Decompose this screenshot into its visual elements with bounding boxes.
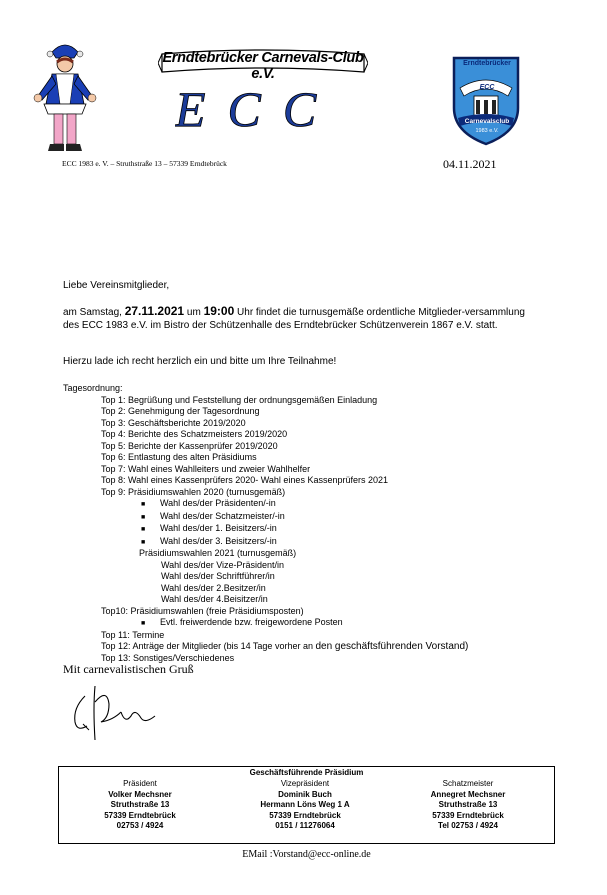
agenda-item bbox=[63, 641, 468, 653]
invitation-paragraph bbox=[63, 305, 543, 332]
agenda-item-text-emphasis: den geschäftsführenden Vorstand) bbox=[315, 641, 469, 652]
ecc-logo-letters bbox=[175, 82, 360, 137]
agenda-item: Top 4: Berichte des Schatzmeisters 2019/2020 bbox=[101, 429, 288, 439]
agenda-item: Top 2: Genehmigung der Tagesordnung bbox=[101, 406, 260, 416]
bullet-icon: ■ bbox=[141, 501, 146, 508]
bullet-icon: ■ bbox=[141, 538, 146, 546]
banner-title: Erndtebrücker Carnevals-Club e.V. bbox=[162, 50, 364, 82]
bullet-icon: ■ bbox=[141, 526, 146, 533]
agenda-item: Top 3: Geschäftsberichte 2019/2020 bbox=[101, 417, 246, 428]
agenda-subitem bbox=[63, 617, 468, 630]
badge-middle-text: ECC bbox=[479, 84, 495, 91]
agenda bbox=[63, 383, 468, 664]
footer-vice-president bbox=[255, 779, 355, 832]
badge-top-text: Erndtebrücker bbox=[463, 60, 511, 67]
footer-president bbox=[90, 779, 190, 832]
agenda-heading: Tagesordnung: bbox=[63, 383, 123, 393]
agenda-subitem bbox=[63, 511, 468, 524]
agenda-subitem-text: Wahl des/der 3. Beisitzers/-in bbox=[160, 535, 277, 546]
meeting-date: 27.11.2021 bbox=[124, 304, 185, 318]
agenda-item-text: Top 12: Anträge der Mitglieder (bis 14 Tage vorher an bbox=[101, 641, 316, 651]
city: 57339 Erndtebrück bbox=[269, 810, 341, 820]
letter-date: 04.11.2021 bbox=[443, 157, 497, 171]
agenda-item: Top 5: Berichte der Kassenprüfer 2019/2020 bbox=[101, 440, 278, 451]
agenda-subitem bbox=[63, 523, 468, 536]
person-name: Dominik Buch bbox=[278, 789, 332, 799]
agenda-subitem-text: Wahl des/der Schatzmeister/-in bbox=[160, 510, 285, 521]
person-name: Volker Mechsner bbox=[108, 789, 172, 799]
person-name: Annegret Mechsner bbox=[430, 789, 506, 799]
footer-title: Geschäftsführende Präsidium bbox=[249, 768, 364, 777]
agenda-item: Top 11: Termine bbox=[101, 629, 165, 640]
agenda-subitem bbox=[63, 498, 468, 511]
agenda-item: Top10: Präsidiumswahlen (freie Präsidiumsposten) bbox=[101, 605, 304, 616]
closing-greeting: Mit carnevalistischen Gruß bbox=[63, 662, 194, 676]
city: 57339 Erndtebrück bbox=[432, 810, 504, 820]
role: Vizepräsident bbox=[280, 779, 330, 788]
phone: Tel 02753 / 4924 bbox=[438, 821, 498, 830]
phone: 02753 / 4924 bbox=[116, 821, 164, 830]
agenda-subitem: Wahl des/der Schriftführer/in bbox=[161, 571, 275, 581]
agenda-subitem bbox=[63, 536, 468, 549]
sender-address: ECC 1983 e. V. – Struthstraße 13 – 57339 Erndtebrück bbox=[62, 159, 227, 168]
para1-a: am Samstag, bbox=[63, 307, 125, 318]
agenda-subitem-text: Wahl des/der 1. Beisitzers/-in bbox=[160, 523, 277, 533]
street: Hermann Löns Weg 1 A bbox=[260, 800, 350, 809]
agenda-item: Top 8: Wahl eines Kassenprüfers 2020- Wahl eines Kassenprüfers 2021 bbox=[101, 475, 388, 485]
handwritten-signature bbox=[65, 678, 165, 748]
jester-mascot-image bbox=[30, 38, 100, 156]
badge-year-text: 1983 e.V. bbox=[475, 128, 499, 134]
invite-sentence: Hierzu lade ich recht herzlich ein und bitte um Ihre Teilnahme! bbox=[63, 356, 337, 367]
meeting-time: 19:00 bbox=[203, 304, 235, 318]
agenda-subitem: Wahl des/der Vize-Präsident/in bbox=[161, 559, 285, 570]
city: 57339 Erndtebrück bbox=[104, 810, 176, 820]
greeting: Liebe Vereinsmitglieder, bbox=[63, 280, 170, 291]
agenda-item: Top 9: Präsidiumswahlen 2020 (turnusgemäß) bbox=[101, 486, 286, 497]
agenda-item: Top 7: Wahl eines Wahlleiters und zweier Wahlhelfer bbox=[101, 463, 311, 474]
phone: 0151 / 11276064 bbox=[275, 821, 335, 830]
para1-c: Uhr findet die turnusgemäße ordentliche Mitglieder-versammlung des ECC 1983 e.V. im Bistro der Schützenhalle des Erndtebrücker Schützenverein 1867 e.V. statt. bbox=[63, 307, 525, 331]
role: Schatzmeister bbox=[442, 779, 494, 788]
agenda-subitem-text: Evtl. freiwerdende bzw. freigewordene Posten bbox=[160, 617, 343, 627]
street: Struthstraße 13 bbox=[110, 800, 170, 809]
ecc-letters-text: ECC bbox=[175, 82, 339, 137]
contact-email: EMail :Vorstand@ecc-online.de bbox=[242, 849, 371, 860]
bullet-icon: ■ bbox=[141, 513, 146, 521]
agenda-subitem: Wahl des/der 2.Besitzer/in bbox=[161, 582, 266, 593]
badge-bottom-text: Carnevalsclub bbox=[464, 118, 510, 125]
agenda-subitem: Wahl des/der 4.Beisitzer/in bbox=[161, 594, 268, 604]
para1-b: um bbox=[184, 307, 204, 318]
agenda-subitem-text: Wahl des/der Präsidenten/-in bbox=[160, 498, 276, 508]
agenda-item: Top 1: Begrüßung und Feststellung der ordnungsgemäßen Einladung bbox=[101, 394, 378, 405]
bullet-icon: ■ bbox=[141, 620, 146, 627]
agenda-item: Top 6: Entlastung des alten Präsidiums bbox=[101, 452, 257, 462]
agenda-item: Top 13: Sonstiges/Verschiedenes bbox=[101, 652, 235, 663]
role: Präsident bbox=[123, 779, 157, 788]
street: Struthstraße 13 bbox=[438, 800, 498, 809]
footer-treasurer bbox=[418, 779, 518, 832]
agenda-subheading: Präsidiumswahlen 2021 (turnusgemäß) bbox=[139, 548, 297, 558]
